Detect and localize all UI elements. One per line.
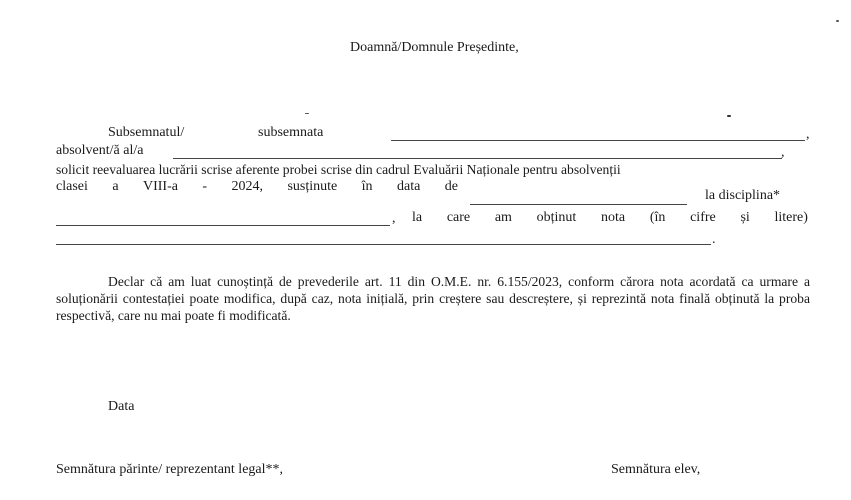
word: nota	[601, 210, 626, 225]
period: .	[712, 232, 716, 247]
subsemnata-label: subsemnata	[258, 125, 324, 140]
student-signature-label: Semnătura elev,	[611, 462, 701, 477]
word: (în	[649, 210, 666, 225]
word: data	[396, 179, 421, 194]
word: susținute	[287, 179, 338, 194]
subject-field[interactable]	[56, 225, 390, 226]
date-label: Data	[108, 399, 135, 414]
word: 2024,	[231, 179, 263, 194]
parent-signature-label: Semnătura părinte/ reprezentant legal**,	[56, 462, 284, 477]
word: -	[202, 179, 208, 194]
word: a	[112, 179, 119, 194]
scan-mark	[836, 20, 839, 22]
word: litere)	[774, 210, 808, 225]
word: și	[740, 210, 750, 225]
word: care	[446, 210, 471, 225]
word: în	[361, 179, 373, 194]
word: clasei	[56, 179, 88, 194]
subsemnatul-label: Subsemnatul/	[108, 125, 185, 140]
declaration-paragraph: Declar că am luat cunoștință de prevederile art. 11 din O.M.E. nr. 6.155/2023, conform cărora nota acordată ca urmare a soluționării contestației poate modifica, după caz, nota inițială, prin creștere sau descreștere, și reprezintă nota finală obținută la proba respectivă, care nu mai poate fi modificată.	[56, 274, 810, 323]
word: obținut	[536, 210, 577, 225]
comma: ,	[392, 211, 396, 226]
grade-field[interactable]	[56, 244, 711, 245]
word: am	[494, 210, 512, 225]
comma: ,	[806, 127, 810, 142]
name-field[interactable]	[391, 140, 805, 141]
salutation-heading: Doamnă/Domnule Președinte,	[350, 40, 519, 55]
exam-date-field[interactable]	[470, 204, 687, 205]
graduate-label: absolvent/ă al/a	[56, 143, 144, 158]
word: la	[412, 210, 423, 225]
grade-line	[412, 211, 808, 225]
comma: ,	[781, 145, 785, 160]
class-year-line	[56, 180, 458, 194]
scan-mark	[305, 113, 309, 114]
word: cifre	[690, 210, 716, 225]
scan-mark	[727, 115, 731, 117]
word: de	[444, 179, 458, 194]
request-text: solicit reevaluarea lucrării scrise aferente probei scrise din cadrul Evaluării Naționale pentru absolvenții	[56, 162, 621, 177]
word: VIII-a	[142, 179, 178, 194]
school-field[interactable]	[173, 158, 782, 159]
subject-label: la disciplina*	[705, 188, 781, 203]
